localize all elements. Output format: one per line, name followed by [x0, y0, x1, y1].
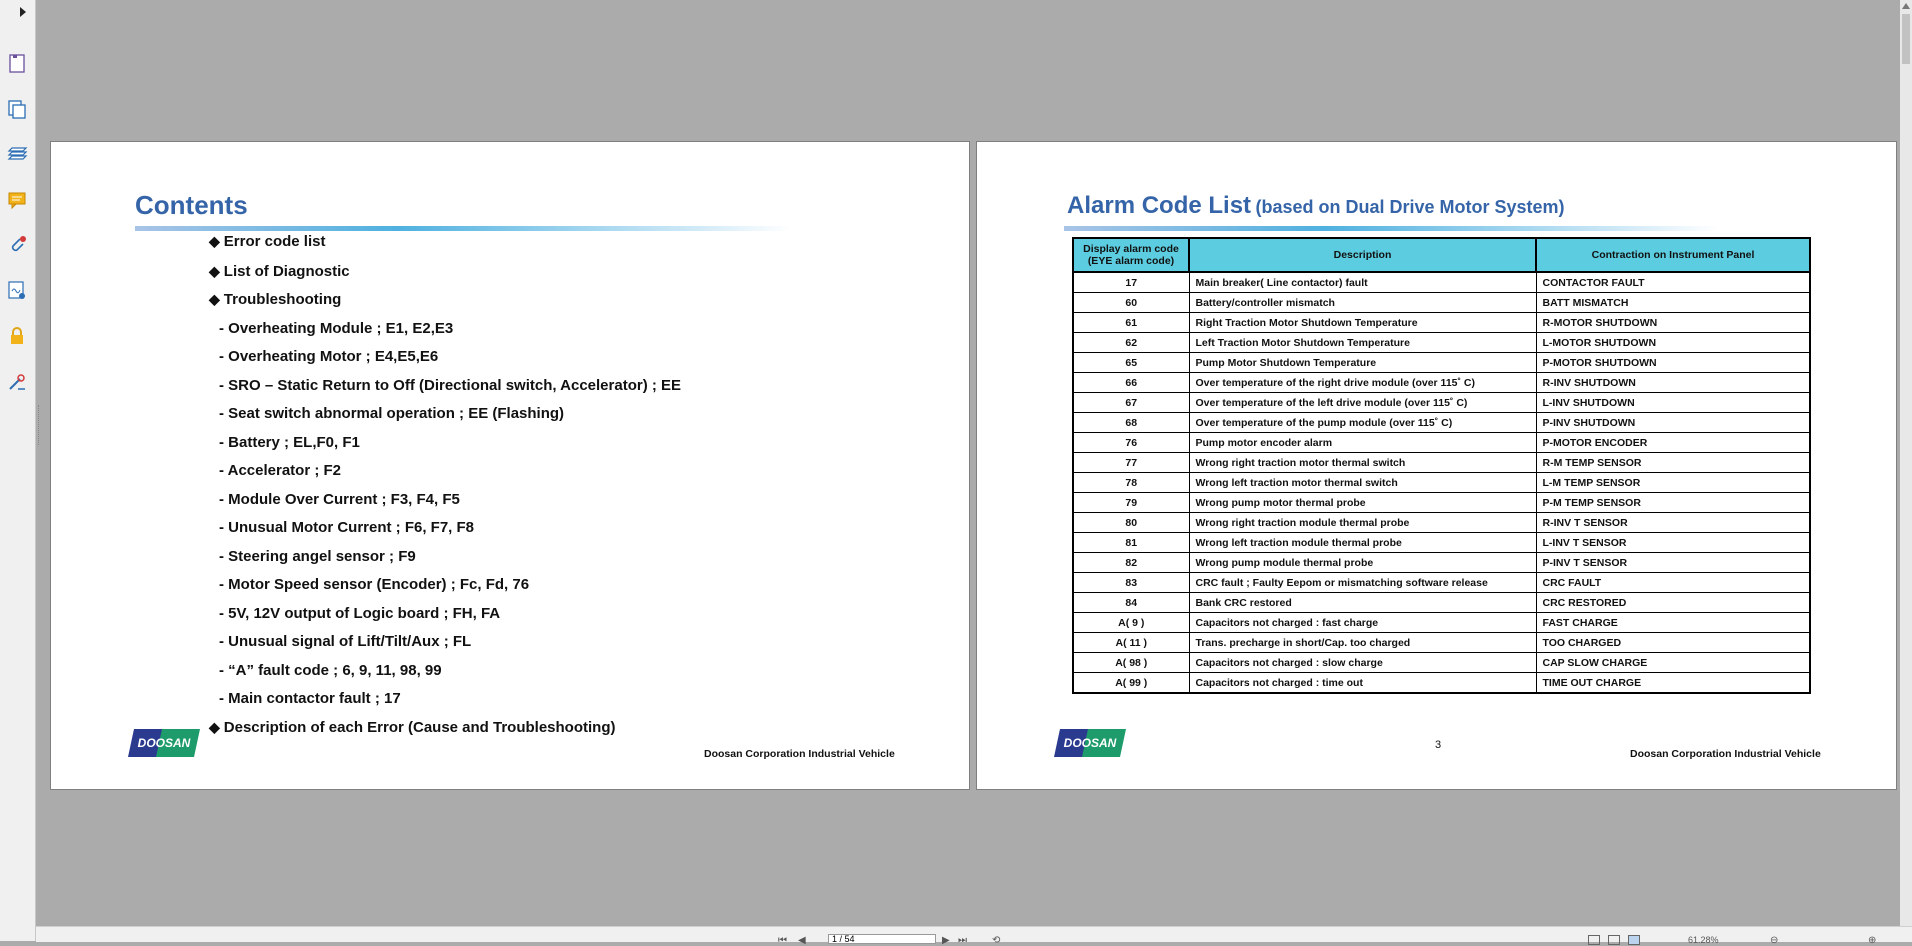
- alarm-code-cell: A( 98 ): [1073, 653, 1189, 673]
- contraction-cell: R-MOTOR SHUTDOWN: [1536, 313, 1810, 333]
- diamond-bullet-icon: ◆: [209, 233, 220, 249]
- zoom-out-icon[interactable]: ⊖: [1770, 935, 1779, 946]
- table-row: [1073, 413, 1810, 433]
- contents-item-text: - Motor Speed sensor (Encoder) ; Fc, Fd, 76: [219, 576, 530, 593]
- table-row: [1073, 633, 1810, 653]
- description-cell: Wrong pump motor thermal probe: [1189, 493, 1536, 513]
- alarm-code-cell: 83: [1073, 573, 1189, 593]
- contents-item-text: - “A” fault code ; 6, 9, 11, 98, 99: [219, 662, 442, 679]
- svg-text:DOOSAN: DOOSAN: [1063, 736, 1117, 750]
- contents-sub-item: [219, 405, 564, 422]
- signature-icon[interactable]: [6, 279, 28, 301]
- diamond-bullet-icon: ◆: [209, 719, 220, 735]
- measure-tools-icon[interactable]: [6, 371, 28, 393]
- contraction-cell: P-INV SHUTDOWN: [1536, 413, 1810, 433]
- contents-item-text: - Accelerator ; F2: [219, 462, 341, 479]
- title-underline: [135, 226, 791, 231]
- contents-sub-item: [219, 633, 471, 650]
- zoom-in-icon[interactable]: ⊕: [1868, 935, 1877, 946]
- navigation-sidebar: [0, 0, 36, 941]
- description-cell: Pump Motor Shutdown Temperature: [1189, 353, 1536, 373]
- doosan-logo: [128, 725, 200, 761]
- vertical-scrollbar[interactable]: [1900, 0, 1912, 926]
- bottom-toolbar: [36, 926, 1912, 946]
- security-lock-icon[interactable]: [6, 325, 28, 347]
- alarm-title-main: Alarm Code List: [1067, 192, 1252, 219]
- table-row: [1073, 613, 1810, 633]
- description-cell: Wrong left traction motor thermal switch: [1189, 473, 1536, 493]
- doosan-logo: [1054, 725, 1126, 761]
- first-page-icon[interactable]: ⏮: [778, 935, 787, 946]
- alarm-code-cell: 77: [1073, 453, 1189, 473]
- contents-bullet-item: [209, 233, 325, 250]
- contents-sub-item: [219, 462, 341, 479]
- contents-item-text: - Unusual signal of Lift/Tilt/Aux ; FL: [219, 633, 472, 650]
- description-cell: Trans. precharge in short/Cap. too charged: [1189, 633, 1536, 653]
- table-row: [1073, 573, 1810, 593]
- contents-sub-item: [219, 348, 438, 365]
- table-row: [1073, 433, 1810, 453]
- contents-bullet-item: [209, 719, 616, 736]
- contraction-cell: CRC RESTORED: [1536, 593, 1810, 613]
- zoom-level[interactable]: 61.28%: [1688, 935, 1719, 945]
- description-cell: Wrong right traction motor thermal switch: [1189, 453, 1536, 473]
- contents-item-text: - SRO – Static Return to Off (Directional switch, Accelerator) ; EE: [219, 377, 682, 394]
- contents-sub-item: [219, 662, 442, 679]
- contents-item-text: List of Diagnostic: [223, 263, 350, 280]
- table-row: [1073, 353, 1810, 373]
- scrollbar-thumb[interactable]: [1902, 14, 1910, 64]
- previous-page-icon[interactable]: ◀: [798, 935, 806, 946]
- alarm-code-cell: 67: [1073, 393, 1189, 413]
- contents-sub-item: [219, 690, 401, 707]
- contraction-cell: R-M TEMP SENSOR: [1536, 453, 1810, 473]
- table-row: [1073, 373, 1810, 393]
- alarm-code-cell: A( 9 ): [1073, 613, 1189, 633]
- scroll-up-icon[interactable]: [1902, 3, 1910, 9]
- alarm-code-cell: 80: [1073, 513, 1189, 533]
- contents-sub-item: [219, 605, 500, 622]
- contents-sub-item: [219, 491, 460, 508]
- alarm-title: [1067, 192, 1565, 220]
- table-row: [1073, 272, 1810, 293]
- svg-text:DOOSAN: DOOSAN: [137, 736, 191, 750]
- header-display-code: Display alarm code (EYE alarm code): [1073, 238, 1189, 272]
- contents-sub-item: [219, 576, 529, 593]
- contents-sub-item: [219, 434, 360, 451]
- table-row: [1073, 653, 1810, 673]
- description-cell: Over temperature of the left drive module (over 115˚ C): [1189, 393, 1536, 413]
- description-cell: Bank CRC restored: [1189, 593, 1536, 613]
- alarm-code-cell: 65: [1073, 353, 1189, 373]
- contents-sub-item: [219, 519, 474, 536]
- contents-title: Contents: [135, 190, 248, 220]
- page-number-input[interactable]: [828, 934, 936, 944]
- description-cell: Capacitors not charged : fast charge: [1189, 613, 1536, 633]
- attachments-icon[interactable]: [6, 234, 28, 256]
- contraction-cell: CRC FAULT: [1536, 573, 1810, 593]
- table-row: [1073, 513, 1810, 533]
- table-row: [1073, 473, 1810, 493]
- alarm-title-subtitle: (based on Dual Drive Motor System): [1255, 197, 1565, 217]
- alarm-code-cell: 78: [1073, 473, 1189, 493]
- last-page-icon[interactable]: ⏭: [958, 935, 967, 946]
- next-page-icon[interactable]: ▶: [942, 935, 950, 946]
- contraction-cell: FAST CHARGE: [1536, 613, 1810, 633]
- comments-icon[interactable]: [6, 189, 28, 211]
- contents-item-text: - Unusual Motor Current ; F6, F7, F8: [219, 519, 475, 536]
- table-row: [1073, 333, 1810, 353]
- alarm-code-cell: 79: [1073, 493, 1189, 513]
- alarm-code-cell: 68: [1073, 413, 1189, 433]
- contraction-cell: P-MOTOR SHUTDOWN: [1536, 353, 1810, 373]
- alarm-code-cell: 62: [1073, 333, 1189, 353]
- table-row: [1073, 673, 1810, 694]
- contents-sub-item: [219, 548, 416, 565]
- alarm-code-table: [1072, 237, 1811, 694]
- contents-item-text: - Overheating Motor ; E4,E5,E6: [219, 348, 439, 365]
- description-cell: Right Traction Motor Shutdown Temperature: [1189, 313, 1536, 333]
- alarm-code-cell: 82: [1073, 553, 1189, 573]
- description-cell: Wrong right traction module thermal probe: [1189, 513, 1536, 533]
- alarm-code-cell: 66: [1073, 373, 1189, 393]
- sidebar-resize-grip[interactable]: [38, 405, 41, 445]
- alarm-code-cell: A( 11 ): [1073, 633, 1189, 653]
- table-header-row: [1073, 238, 1810, 272]
- contents-item-text: - Overheating Module ; E1, E2,E3: [219, 320, 454, 337]
- alarm-code-cell: 84: [1073, 593, 1189, 613]
- contraction-cell: CONTACTOR FAULT: [1536, 272, 1810, 293]
- contraction-cell: P-MOTOR ENCODER: [1536, 433, 1810, 453]
- contraction-cell: P-M TEMP SENSOR: [1536, 493, 1810, 513]
- contents-item-text: - 5V, 12V output of Logic board ; FH, FA: [219, 605, 501, 622]
- page-contents: [50, 141, 970, 790]
- contents-item-text: - Seat switch abnormal operation ; EE (Flashing): [219, 405, 565, 422]
- pages-icon[interactable]: [6, 98, 28, 120]
- contraction-cell: CAP SLOW CHARGE: [1536, 653, 1810, 673]
- description-cell: Capacitors not charged : time out: [1189, 673, 1536, 694]
- contraction-cell: TIME OUT CHARGE: [1536, 673, 1810, 694]
- description-cell: Pump motor encoder alarm: [1189, 433, 1536, 453]
- contents-item-text: - Module Over Current ; F3, F4, F5: [219, 491, 460, 508]
- contraction-cell: TOO CHARGED: [1536, 633, 1810, 653]
- expand-panel-icon[interactable]: [20, 7, 26, 17]
- table-row: [1073, 493, 1810, 513]
- description-cell: Wrong left traction module thermal probe: [1189, 533, 1536, 553]
- contraction-cell: R-INV T SENSOR: [1536, 513, 1810, 533]
- table-row: [1073, 393, 1810, 413]
- description-cell: Main breaker( Line contactor) fault: [1189, 272, 1536, 293]
- two-page-view-icon[interactable]: [1628, 935, 1640, 945]
- contraction-cell: L-INV T SENSOR: [1536, 533, 1810, 553]
- description-cell: Left Traction Motor Shutdown Temperature: [1189, 333, 1536, 353]
- diamond-bullet-icon: ◆: [209, 291, 220, 307]
- header-contraction: Contraction on Instrument Panel: [1536, 238, 1810, 272]
- contents-bullet-item: [209, 291, 341, 308]
- alarm-code-cell: 61: [1073, 313, 1189, 333]
- contents-item-text: Error code list: [223, 233, 326, 250]
- contraction-cell: L-M TEMP SENSOR: [1536, 473, 1810, 493]
- contents-item-text: Troubleshooting: [223, 291, 342, 308]
- table-row: [1073, 553, 1810, 573]
- description-cell: Over temperature of the right drive module (over 115˚ C): [1189, 373, 1536, 393]
- description-cell: Wrong pump module thermal probe: [1189, 553, 1536, 573]
- description-cell: Over temperature of the pump module (over 115˚ C): [1189, 413, 1536, 433]
- table-row: [1073, 293, 1810, 313]
- contraction-cell: L-MOTOR SHUTDOWN: [1536, 333, 1810, 353]
- contents-item-text: - Battery ; EL,F0, F1: [219, 434, 360, 451]
- page-alarm-code-list: [976, 141, 1897, 790]
- contents-item-text: Description of each Error (Cause and Troubleshooting): [223, 719, 616, 736]
- alarm-code-cell: 17: [1073, 272, 1189, 293]
- description-cell: CRC fault ; Faulty Eepom or mismatching software release: [1189, 573, 1536, 593]
- contraction-cell: P-INV T SENSOR: [1536, 553, 1810, 573]
- contents-sub-item: [219, 377, 681, 394]
- footer-company: Doosan Corporation Industrial Vehicle: [704, 748, 895, 760]
- alarm-code-cell: A( 99 ): [1073, 673, 1189, 694]
- header-description: Description: [1189, 238, 1536, 272]
- single-page-view-icon[interactable]: [1588, 935, 1600, 945]
- page-thumbnail-icon[interactable]: [6, 52, 28, 74]
- contents-item-text: - Steering angel sensor ; F9: [219, 548, 416, 565]
- title-underline: [1064, 226, 1718, 231]
- contraction-cell: L-INV SHUTDOWN: [1536, 393, 1810, 413]
- continuous-view-icon[interactable]: [1608, 935, 1620, 945]
- rotate-icon[interactable]: ⟲: [992, 935, 1001, 946]
- description-cell: Capacitors not charged : slow charge: [1189, 653, 1536, 673]
- page-number: 3: [1435, 739, 1442, 751]
- contraction-cell: R-INV SHUTDOWN: [1536, 373, 1810, 393]
- table-row: [1073, 533, 1810, 553]
- alarm-code-cell: 60: [1073, 293, 1189, 313]
- alarm-code-cell: 76: [1073, 433, 1189, 453]
- table-row: [1073, 593, 1810, 613]
- footer-company: Doosan Corporation Industrial Vehicle: [1630, 748, 1821, 760]
- contents-bullet-item: [209, 263, 350, 280]
- table-row: [1073, 313, 1810, 333]
- table-row: [1073, 453, 1810, 473]
- contents-item-text: - Main contactor fault ; 17: [219, 690, 401, 707]
- layers-icon[interactable]: [6, 143, 28, 165]
- alarm-code-cell: 81: [1073, 533, 1189, 553]
- contraction-cell: BATT MISMATCH: [1536, 293, 1810, 313]
- description-cell: Battery/controller mismatch: [1189, 293, 1536, 313]
- diamond-bullet-icon: ◆: [209, 263, 220, 279]
- contents-sub-item: [219, 320, 453, 337]
